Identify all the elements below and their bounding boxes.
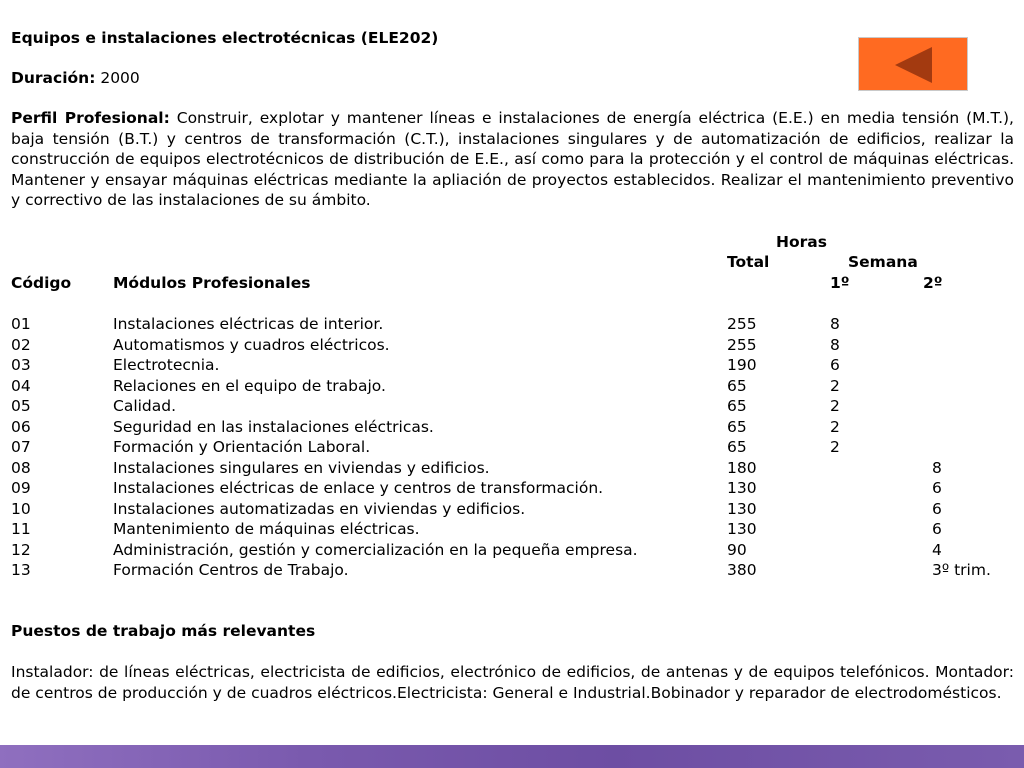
table-row (0, 314, 1024, 335)
triangle-left-icon (892, 45, 934, 85)
cell-total: 380 (727, 561, 757, 579)
cell-first-year: 6 (830, 356, 840, 374)
cell-module: Formación Centros de Trabajo. (113, 561, 349, 579)
table-row (0, 499, 1024, 520)
table-row (0, 560, 1024, 581)
cell-module: Automatismos y cuadros eléctricos. (113, 335, 390, 354)
header-codigo: Código (11, 274, 72, 292)
cell-first-year: 2 (830, 438, 840, 456)
cell-module: Seguridad en las instalaciones eléctricas. (113, 417, 434, 436)
cell-code: 06 (11, 417, 31, 436)
header-second-year: 2º (923, 274, 943, 292)
cell-code: 09 (11, 479, 31, 497)
jobs-text: Instalador: de líneas eléctricas, electricista de edificios, electrónico de edificios, de antenas y de equipos telefónicos. Montador: de centros de producción y de cuadros eléctricos.Electricista: General e Industrial.Bobinador y reparador de electrodomésticos. (11, 663, 1014, 702)
cell-total: 190 (727, 356, 757, 374)
cell-module: Instalaciones eléctricas de interior. (113, 315, 384, 333)
cell-total: 65 (727, 417, 747, 436)
profile-label: Perfil Profesional: (11, 109, 170, 127)
professional-profile (11, 108, 1014, 211)
table-row (0, 376, 1024, 397)
cell-first-year: 2 (830, 397, 840, 415)
cell-module: Instalaciones automatizadas en viviendas y edificios. (113, 499, 526, 518)
cell-module: Electrotecnia. (113, 356, 220, 374)
footer-band (0, 745, 1024, 768)
cell-code: 12 (11, 540, 31, 559)
cell-first-year: 2 (830, 376, 840, 395)
cell-first-year: 8 (830, 315, 840, 333)
page-title: Equipos e instalaciones electrotécnicas (ELE202) (11, 29, 439, 47)
cell-code: 08 (11, 458, 31, 477)
table-row (0, 396, 1024, 417)
cell-module: Mantenimiento de máquinas eléctricas. (113, 520, 420, 538)
cell-total: 130 (727, 520, 757, 538)
back-button[interactable] (858, 37, 968, 91)
cell-first-year: 2 (830, 417, 840, 436)
cell-total: 255 (727, 315, 757, 333)
header-horas: Horas (776, 233, 827, 251)
table-row (0, 519, 1024, 540)
cell-total: 65 (727, 376, 747, 395)
cell-second-year: 6 (932, 520, 942, 538)
cell-code: 11 (11, 520, 31, 538)
cell-second-year: 8 (932, 458, 942, 477)
duration (11, 68, 140, 89)
cell-code: 02 (11, 335, 31, 354)
cell-code: 01 (11, 315, 31, 333)
table-body (0, 314, 1024, 581)
cell-module: Instalaciones singulares en viviendas y edificios. (113, 458, 490, 477)
cell-module: Administración, gestión y comercialización en la pequeña empresa. (113, 540, 638, 559)
header-total: Total (727, 253, 770, 271)
table-row (0, 437, 1024, 458)
cell-total: 90 (727, 540, 747, 559)
cell-total: 65 (727, 438, 747, 456)
cell-total: 130 (727, 499, 757, 518)
table-row (0, 335, 1024, 356)
cell-code: 05 (11, 397, 31, 415)
table-row (0, 540, 1024, 561)
cell-code: 03 (11, 356, 31, 374)
duration-label: Duración: (11, 69, 96, 87)
table-row (0, 478, 1024, 499)
profile-text: Construir, explotar y mantener líneas e instalaciones de energía eléctrica (E.E.) en media tensión (M.T.), baja tensión (B.T.) y centros de transformación (C.T.), instalaciones singulares y de automatización de edificios, realizar la construcción de equipos electrotécnicos de distribución de E.E., así como para la protección y el control de máquinas eléctricas. Mantener y ensayar máquinas eléctricas mediante la apliación de proyectos establecidos. Realizar el mantenimiento preventivo y correctivo de las instalaciones de su ámbito. (11, 109, 1014, 209)
header-first-year: 1º (830, 274, 850, 292)
table-row (0, 417, 1024, 438)
header-semana: Semana (848, 253, 918, 271)
cell-total: 130 (727, 479, 757, 497)
cell-code: 04 (11, 376, 31, 395)
duration-value: 2000 (100, 69, 140, 87)
cell-module: Formación y Orientación Laboral. (113, 438, 371, 456)
table-row (0, 458, 1024, 479)
cell-first-year: 8 (830, 335, 840, 354)
cell-module: Calidad. (113, 397, 177, 415)
cell-code: 10 (11, 499, 31, 518)
cell-second-year: 6 (932, 499, 942, 518)
cell-total: 65 (727, 397, 747, 415)
cell-second-year: 6 (932, 479, 942, 497)
cell-total: 180 (727, 458, 757, 477)
cell-second-year: 3º trim. (932, 561, 991, 579)
cell-total: 255 (727, 335, 757, 354)
table-row (0, 355, 1024, 376)
cell-code: 13 (11, 561, 31, 579)
cell-second-year: 4 (932, 540, 942, 559)
cell-module: Instalaciones eléctricas de enlace y centros de transformación. (113, 479, 604, 497)
header-modulos: Módulos Profesionales (113, 274, 311, 292)
cell-code: 07 (11, 438, 31, 456)
cell-module: Relaciones en el equipo de trabajo. (113, 376, 386, 395)
jobs-title: Puestos de trabajo más relevantes (11, 622, 316, 640)
